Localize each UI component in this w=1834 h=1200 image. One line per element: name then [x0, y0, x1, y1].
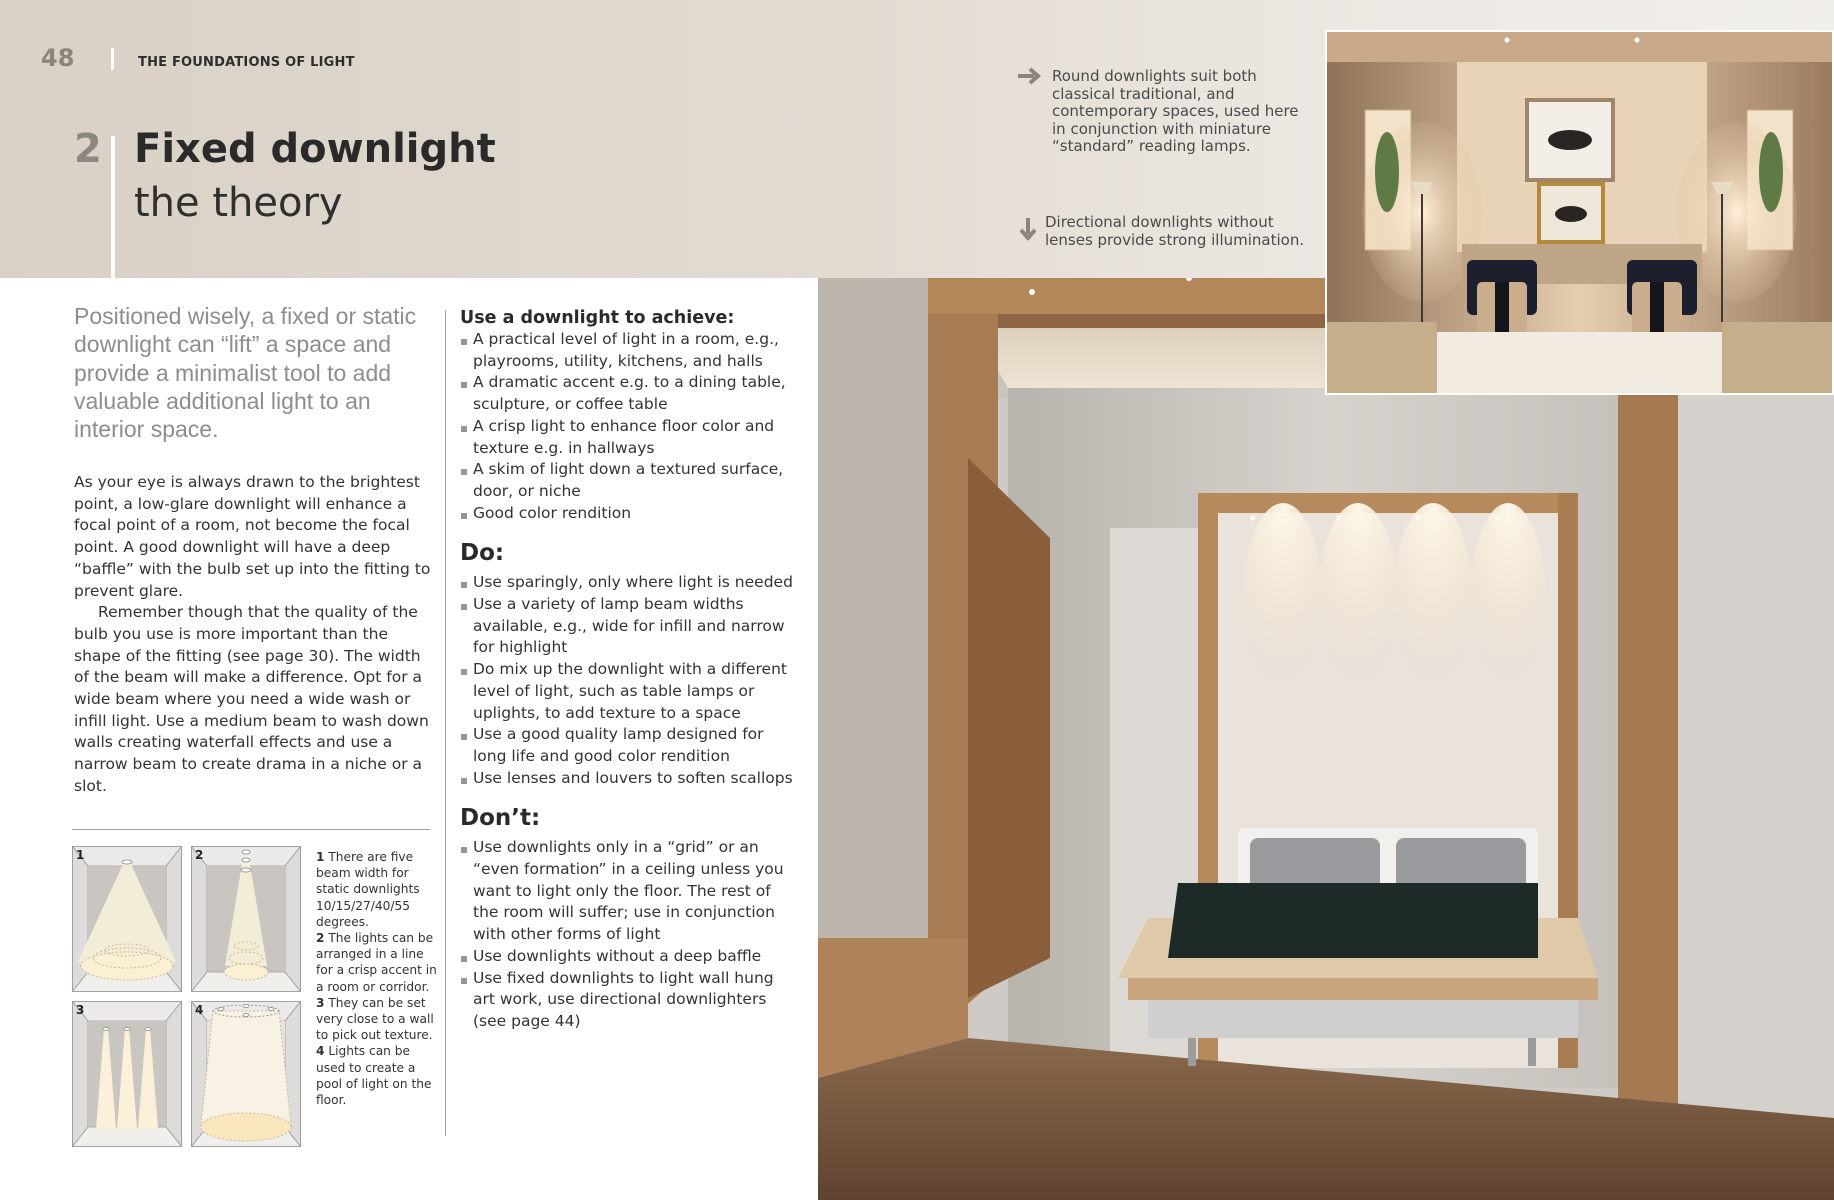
- beam-diagram-2: [191, 846, 301, 992]
- photo-caption-down: Directional downlights without lenses provide strong illumination.: [1045, 213, 1305, 249]
- body-paragraph: Remember though that the quality of the bulb you use is more important than the shape of the fitting (see page 30). The width of the beam will make a difference. Opt for a wide beam where you need a wide wash or infill light. Use a medium beam to wash down walls creating waterfall effects and use a narrow beam to create drama in a niche or a slot.: [74, 603, 429, 795]
- running-title-divider: [111, 48, 114, 70]
- beam-diagram-4: [191, 1001, 301, 1147]
- beam-diagram-4-illustration: [191, 1001, 301, 1147]
- beam-diagram-2-illustration: [191, 846, 301, 992]
- page-subtitle: the theory: [134, 180, 343, 226]
- intro-paragraph: Positioned wisely, a fixed or static downlight can “lift” a space and provide a minimalist tool to add valuable additional light to an interior space.: [74, 303, 417, 443]
- column-divider: [445, 310, 446, 1136]
- tips-column: [460, 308, 800, 1033]
- list-item: Use downlights without a deep baffle: [460, 946, 800, 968]
- page-number: 48: [41, 44, 75, 72]
- diagram-number: 1: [76, 848, 85, 862]
- diagram-note: 4 Lights can be used to create a pool of light on the floor.: [316, 1044, 432, 1108]
- diagram-divider: [72, 829, 430, 830]
- list-item: A practical level of light in a room, e.g., playrooms, utility, kitchens, and halls: [460, 329, 800, 372]
- do-list: [460, 572, 800, 789]
- dont-list: [460, 837, 800, 1032]
- beam-diagram-1-illustration: [72, 846, 182, 992]
- list-item: Use fixed downlights to light wall hung art work, use directional downlighters (see page 44): [460, 968, 800, 1033]
- diagram-notes: [316, 849, 440, 1108]
- dont-heading: Don’t:: [460, 805, 541, 832]
- photo-caption-right: Round downlights suit both classical traditional, and contemporary spaces, used here in conjunction with miniature “standard” reading lamps.: [1052, 67, 1299, 155]
- diagram-number: 2: [195, 848, 204, 862]
- list-item: Good color rendition: [460, 503, 800, 525]
- beam-diagram-1: [72, 846, 182, 992]
- beam-diagram-3-illustration: [72, 1001, 182, 1147]
- arrow-down-icon: [1018, 216, 1038, 242]
- list-item: Use a variety of lamp beam widths available, e.g., wide for infill and narrow for highlight: [460, 594, 800, 659]
- diagram-note: 2 The lights can be arranged in a line for a crisp accent in a room or corridor.: [316, 931, 437, 994]
- list-item: A dramatic accent e.g. to a dining table, sculpture, or coffee table: [460, 372, 800, 415]
- section-number: 2: [74, 126, 102, 172]
- running-title: THE FOUNDATIONS OF LIGHT: [138, 55, 355, 70]
- list-item: Use downlights only in a “grid” or an “even formation” in a ceiling unless you want to light only the floor. The rest of the room will suffer; use in conjunction with other forms of light: [460, 837, 800, 946]
- beam-diagram-3: [72, 1001, 182, 1147]
- title-divider: [111, 136, 115, 278]
- list-item: A skim of light down a textured surface, door, or niche: [460, 459, 800, 502]
- bedroom-photo-inset: [1325, 30, 1834, 395]
- body-text: [74, 472, 436, 798]
- diagram-number: 3: [76, 1003, 85, 1017]
- arrow-right-icon: [1016, 66, 1042, 86]
- diagram-note: 1 There are five beam width for static downlights 10/15/27/40/55 degrees.: [316, 850, 420, 929]
- list-item: Use lenses and louvers to soften scallops: [460, 768, 800, 790]
- page-title: Fixed downlight: [134, 126, 496, 172]
- list-item: Use sparingly, only where light is needed: [460, 572, 800, 594]
- achieve-heading: Use a downlight to achieve:: [460, 308, 735, 328]
- body-paragraph: As your eye is always drawn to the brightest point, a low-glare downlight will enhance a focal point of a room, not become the focal point. A good downlight will have a deep “baffle” with the bulb set up into the fitting to prevent glare.: [74, 473, 431, 600]
- do-heading: Do:: [460, 540, 505, 567]
- list-item: A crisp light to enhance floor color and texture e.g. in hallways: [460, 416, 800, 459]
- bedroom-photo-main: [818, 278, 1834, 1200]
- diagram-number: 4: [195, 1003, 204, 1017]
- achieve-list: [460, 329, 800, 524]
- list-item: Do mix up the downlight with a different level of light, such as table lamps or uplights, to add texture to a space: [460, 659, 800, 724]
- list-item: Use a good quality lamp designed for long life and good color rendition: [460, 724, 800, 767]
- diagram-note: 3 They can be set very close to a wall to pick out texture.: [316, 995, 434, 1043]
